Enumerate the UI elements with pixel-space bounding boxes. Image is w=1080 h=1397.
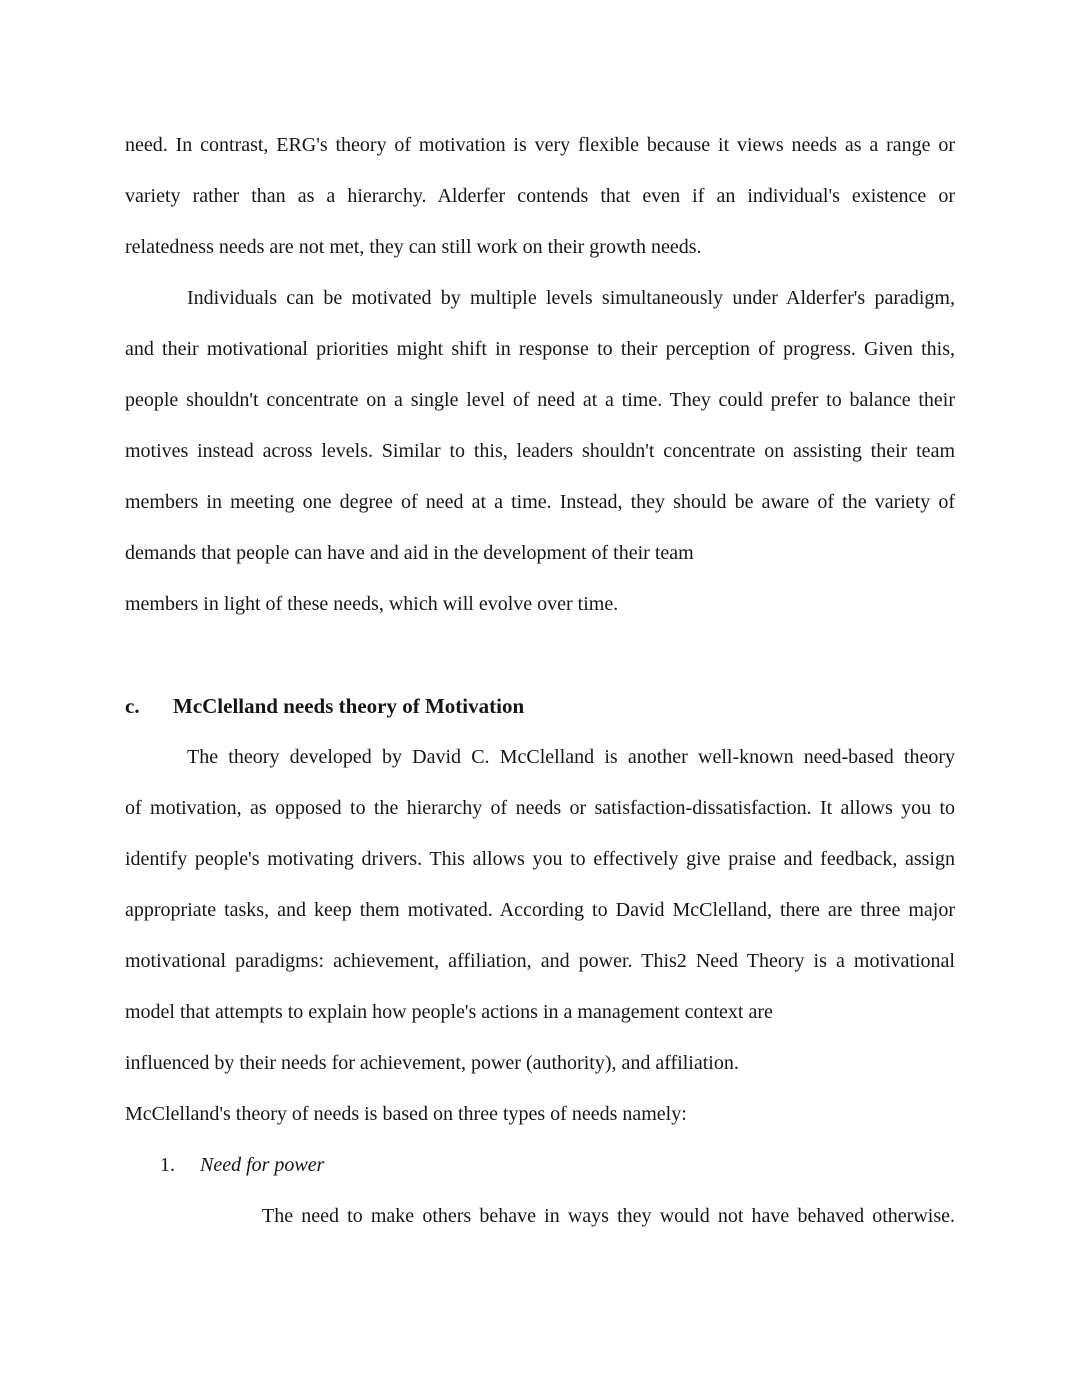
- body-text: of motivation, as opposed to the hierarchy of needs or satisfaction-dissatisfaction. It allows you to: [125, 797, 955, 819]
- body-text: relatedness needs are not met, they can still work on their growth needs.: [125, 236, 702, 258]
- paragraph-line: [125, 1089, 955, 1140]
- paragraph-line: [125, 222, 955, 273]
- paragraph-line: [125, 783, 955, 834]
- body-text: members in light of these needs, which will evolve over time.: [125, 593, 619, 615]
- body-text: Individuals can be motivated by multiple levels simultaneously under Alderfer's paradigm,: [187, 287, 955, 309]
- body-text: need. In contrast, ERG's theory of motivation is very flexible because it views needs as a range or: [125, 134, 955, 156]
- paragraph-line: [125, 732, 955, 783]
- body-text: demands that people can have and aid in the development of their team: [125, 542, 694, 564]
- list-item-title: Need for power: [200, 1154, 325, 1176]
- body-text: McClelland's theory of needs is based on three types of needs namely:: [125, 1103, 687, 1125]
- section-heading-title: McClelland needs theory of Motivation: [173, 694, 525, 718]
- list-item-body: [125, 1191, 955, 1242]
- paragraph-line: [125, 1038, 955, 1089]
- list-item: [125, 1140, 955, 1191]
- paragraph-line: [125, 375, 955, 426]
- body-text: The need to make others behave in ways they would not have behaved otherwise.: [262, 1205, 955, 1227]
- paragraph-line: [125, 834, 955, 885]
- paragraph-line: [125, 324, 955, 375]
- body-text: The theory developed by David C. McClelland is another well-known need-based theory: [187, 746, 955, 768]
- document-body: [125, 120, 955, 1242]
- paragraph-line: [125, 120, 955, 171]
- section-heading-marker: c.: [125, 694, 140, 718]
- list-item-number: 1.: [160, 1154, 175, 1176]
- paragraph-line: [125, 171, 955, 222]
- body-text: motivational paradigms: achievement, affiliation, and power. This2 Need Theory is a motivational: [125, 950, 955, 972]
- paragraph-line: [125, 528, 955, 579]
- body-text: and their motivational priorities might shift in response to their perception of progress. Given this,: [125, 338, 955, 360]
- body-text: variety rather than as a hierarchy. Alderfer contends that even if an individual's existence or: [125, 185, 955, 207]
- paragraph-line: [125, 987, 955, 1038]
- body-text: influenced by their needs for achievement, power (authority), and affiliation.: [125, 1052, 739, 1074]
- paragraph-line: [125, 477, 955, 528]
- paragraph-line: [125, 936, 955, 987]
- body-text: motives instead across levels. Similar to this, leaders shouldn't concentrate on assisting their team: [125, 440, 955, 462]
- paragraph-line: [125, 273, 955, 324]
- body-text: identify people's motivating drivers. This allows you to effectively give praise and feedback, assign: [125, 848, 955, 870]
- blank-line: [125, 630, 955, 681]
- paragraph-line: [125, 426, 955, 477]
- body-text: appropriate tasks, and keep them motivated. According to David McClelland, there are three major: [125, 899, 955, 921]
- body-text: people shouldn't concentrate on a single level of need at a time. They could prefer to balance their: [125, 389, 955, 411]
- paragraph-line: [125, 885, 955, 936]
- paragraph-line: [125, 579, 955, 630]
- body-text: members in meeting one degree of need at a time. Instead, they should be aware of the variety of: [125, 491, 955, 513]
- section-heading: [125, 681, 955, 732]
- body-text: model that attempts to explain how people's actions in a management context are: [125, 1001, 773, 1023]
